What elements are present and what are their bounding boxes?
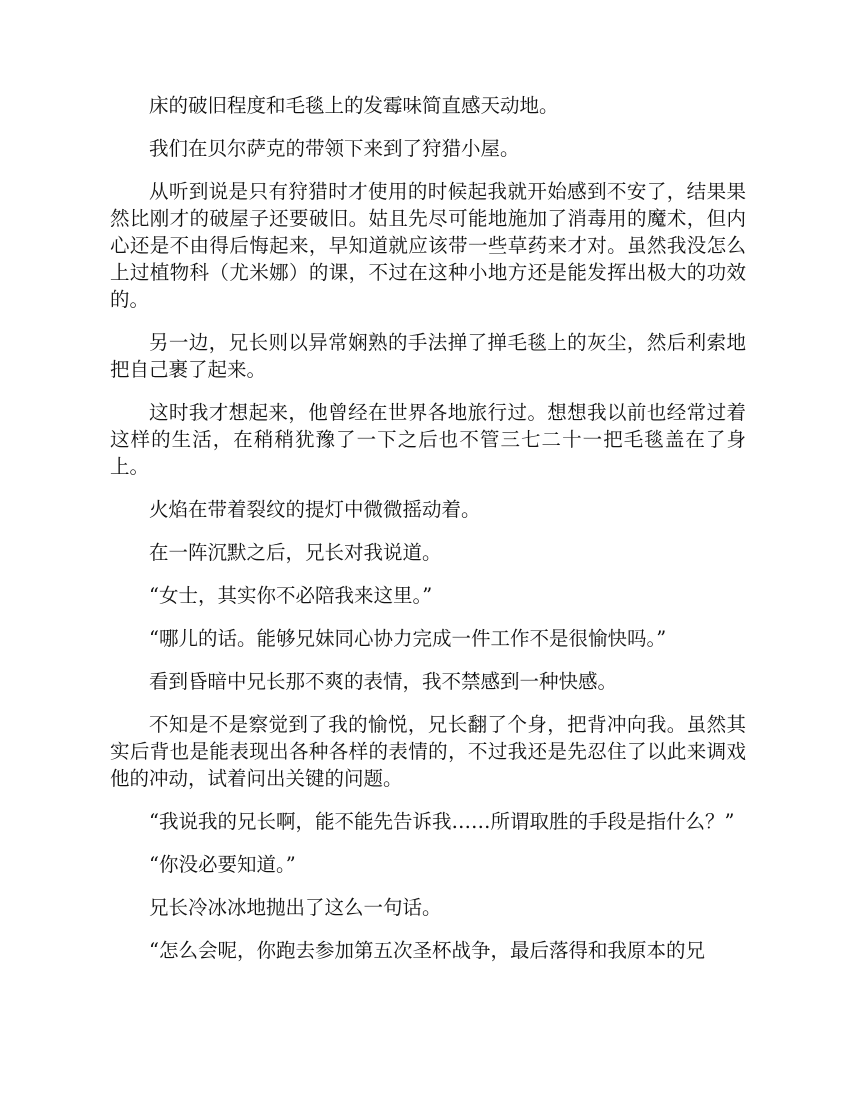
paragraph: 另一边，兄长则以异常娴熟的手法掸了掸毛毯上的灰尘，然后利索地把自己裹了起来。 — [110, 331, 746, 381]
paragraph: 在一阵沉默之后，兄长对我说道。 — [149, 541, 442, 564]
paragraph: 这时我才想起来，他曾经在世界各地旅行过。想想我以前也经常过着这样的生活，在稍稍犹豫了一下之后也不管三七二十一把毛毯盖在了身上。 — [110, 401, 746, 478]
dialogue-paragraph: “你没必要知道。” — [149, 853, 296, 876]
paragraph: 床的破旧程度和毛毯上的发霉味简直感天动地。 — [149, 94, 559, 117]
paragraph: 从听到说是只有狩猎时才使用的时候起我就开始感到不安了，结果果然比刚才的破屋子还要破旧。姑且先尽可能地施加了消毒用的魔术，但内心还是不由得后悔起来，早知道就应该带一些草药来才对。虽然我没怎么上过植物科（尤米娜）的课，不过在这种小地方还是能发挥出极大的功效的。 — [110, 180, 746, 311]
dialogue-paragraph: “哪儿的话。能够兄妹同心协力完成一件工作不是很愉快吗。” — [149, 627, 667, 650]
paragraph: 不知是不是察觉到了我的愉悦，兄长翻了个身，把背冲向我。虽然其实后背也是能表现出各种各样的表情的，不过我还是先忍住了以此来调戏他的冲动，试着问出关键的问题。 — [110, 713, 746, 790]
dialogue-paragraph: “怎么会呢，你跑去参加第五次圣杯战争，最后落得和我原本的兄 — [149, 939, 705, 962]
document-page — [110, 92, 746, 980]
dialogue-paragraph: “我说我的兄长啊，能不能先告诉我……所谓取胜的手段是指什么？” — [149, 810, 735, 833]
dialogue-paragraph: “女士，其实你不必陪我来这里。” — [149, 584, 433, 607]
paragraph: 火焰在带着裂纹的提灯中微微摇动着。 — [149, 498, 481, 521]
paragraph: 兄长冷冰冰地抛出了这么一句话。 — [149, 896, 442, 919]
paragraph: 我们在贝尔萨克的带领下来到了狩猎小屋。 — [149, 137, 520, 160]
paragraph: 看到昏暗中兄长那不爽的表情，我不禁感到一种快感。 — [149, 670, 618, 693]
